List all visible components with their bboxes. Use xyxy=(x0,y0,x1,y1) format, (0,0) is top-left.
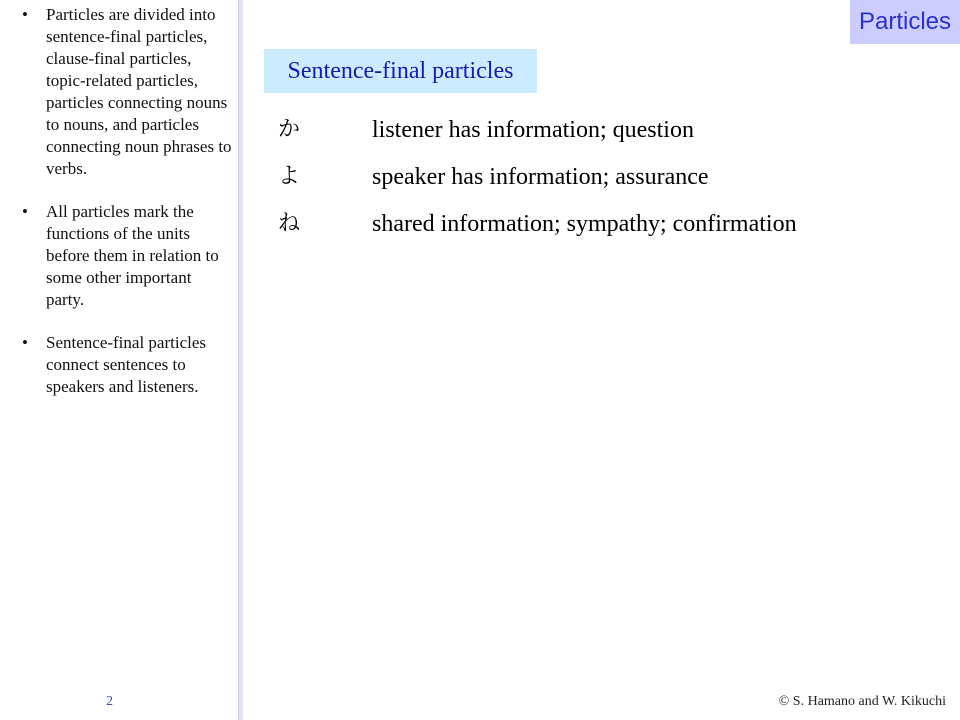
page-number: 2 xyxy=(106,694,113,709)
note-item xyxy=(22,332,232,398)
copyright-notice: © S. Hamano and W. Kikuchi xyxy=(778,694,946,709)
particle-kana: か xyxy=(278,117,301,142)
particle-gloss: listener has information; question xyxy=(372,117,694,143)
bullet-icon: • xyxy=(22,333,28,352)
notes-list xyxy=(22,4,232,419)
particle-row xyxy=(278,208,938,244)
notes-panel xyxy=(0,0,238,720)
particle-kana: ね xyxy=(278,211,301,236)
bullet-icon: • xyxy=(22,5,28,24)
particle-gloss: speaker has information; assurance xyxy=(372,164,709,190)
particle-row xyxy=(278,114,938,150)
note-item xyxy=(22,201,232,311)
particle-row xyxy=(278,161,938,197)
panel-divider xyxy=(238,0,243,720)
slide-title: Particles xyxy=(850,0,960,44)
note-text: Sentence-final particles connect sentences to speakers and listeners. xyxy=(46,333,207,396)
particle-gloss: shared information; sympathy; confirmation xyxy=(372,211,797,237)
bullet-icon: • xyxy=(22,202,28,221)
particle-kana: よ xyxy=(278,164,301,189)
section-heading: Sentence-final particles xyxy=(264,49,537,93)
note-item xyxy=(22,4,232,180)
note-text: Particles are divided into sentence-final particles, clause-final particles, topic-related particles, particles connecting nouns to nouns, and particles connecting noun phrases to verbs. xyxy=(46,5,232,178)
note-text: All particles mark the functions of the units before them in relation to some other important party. xyxy=(46,202,219,309)
